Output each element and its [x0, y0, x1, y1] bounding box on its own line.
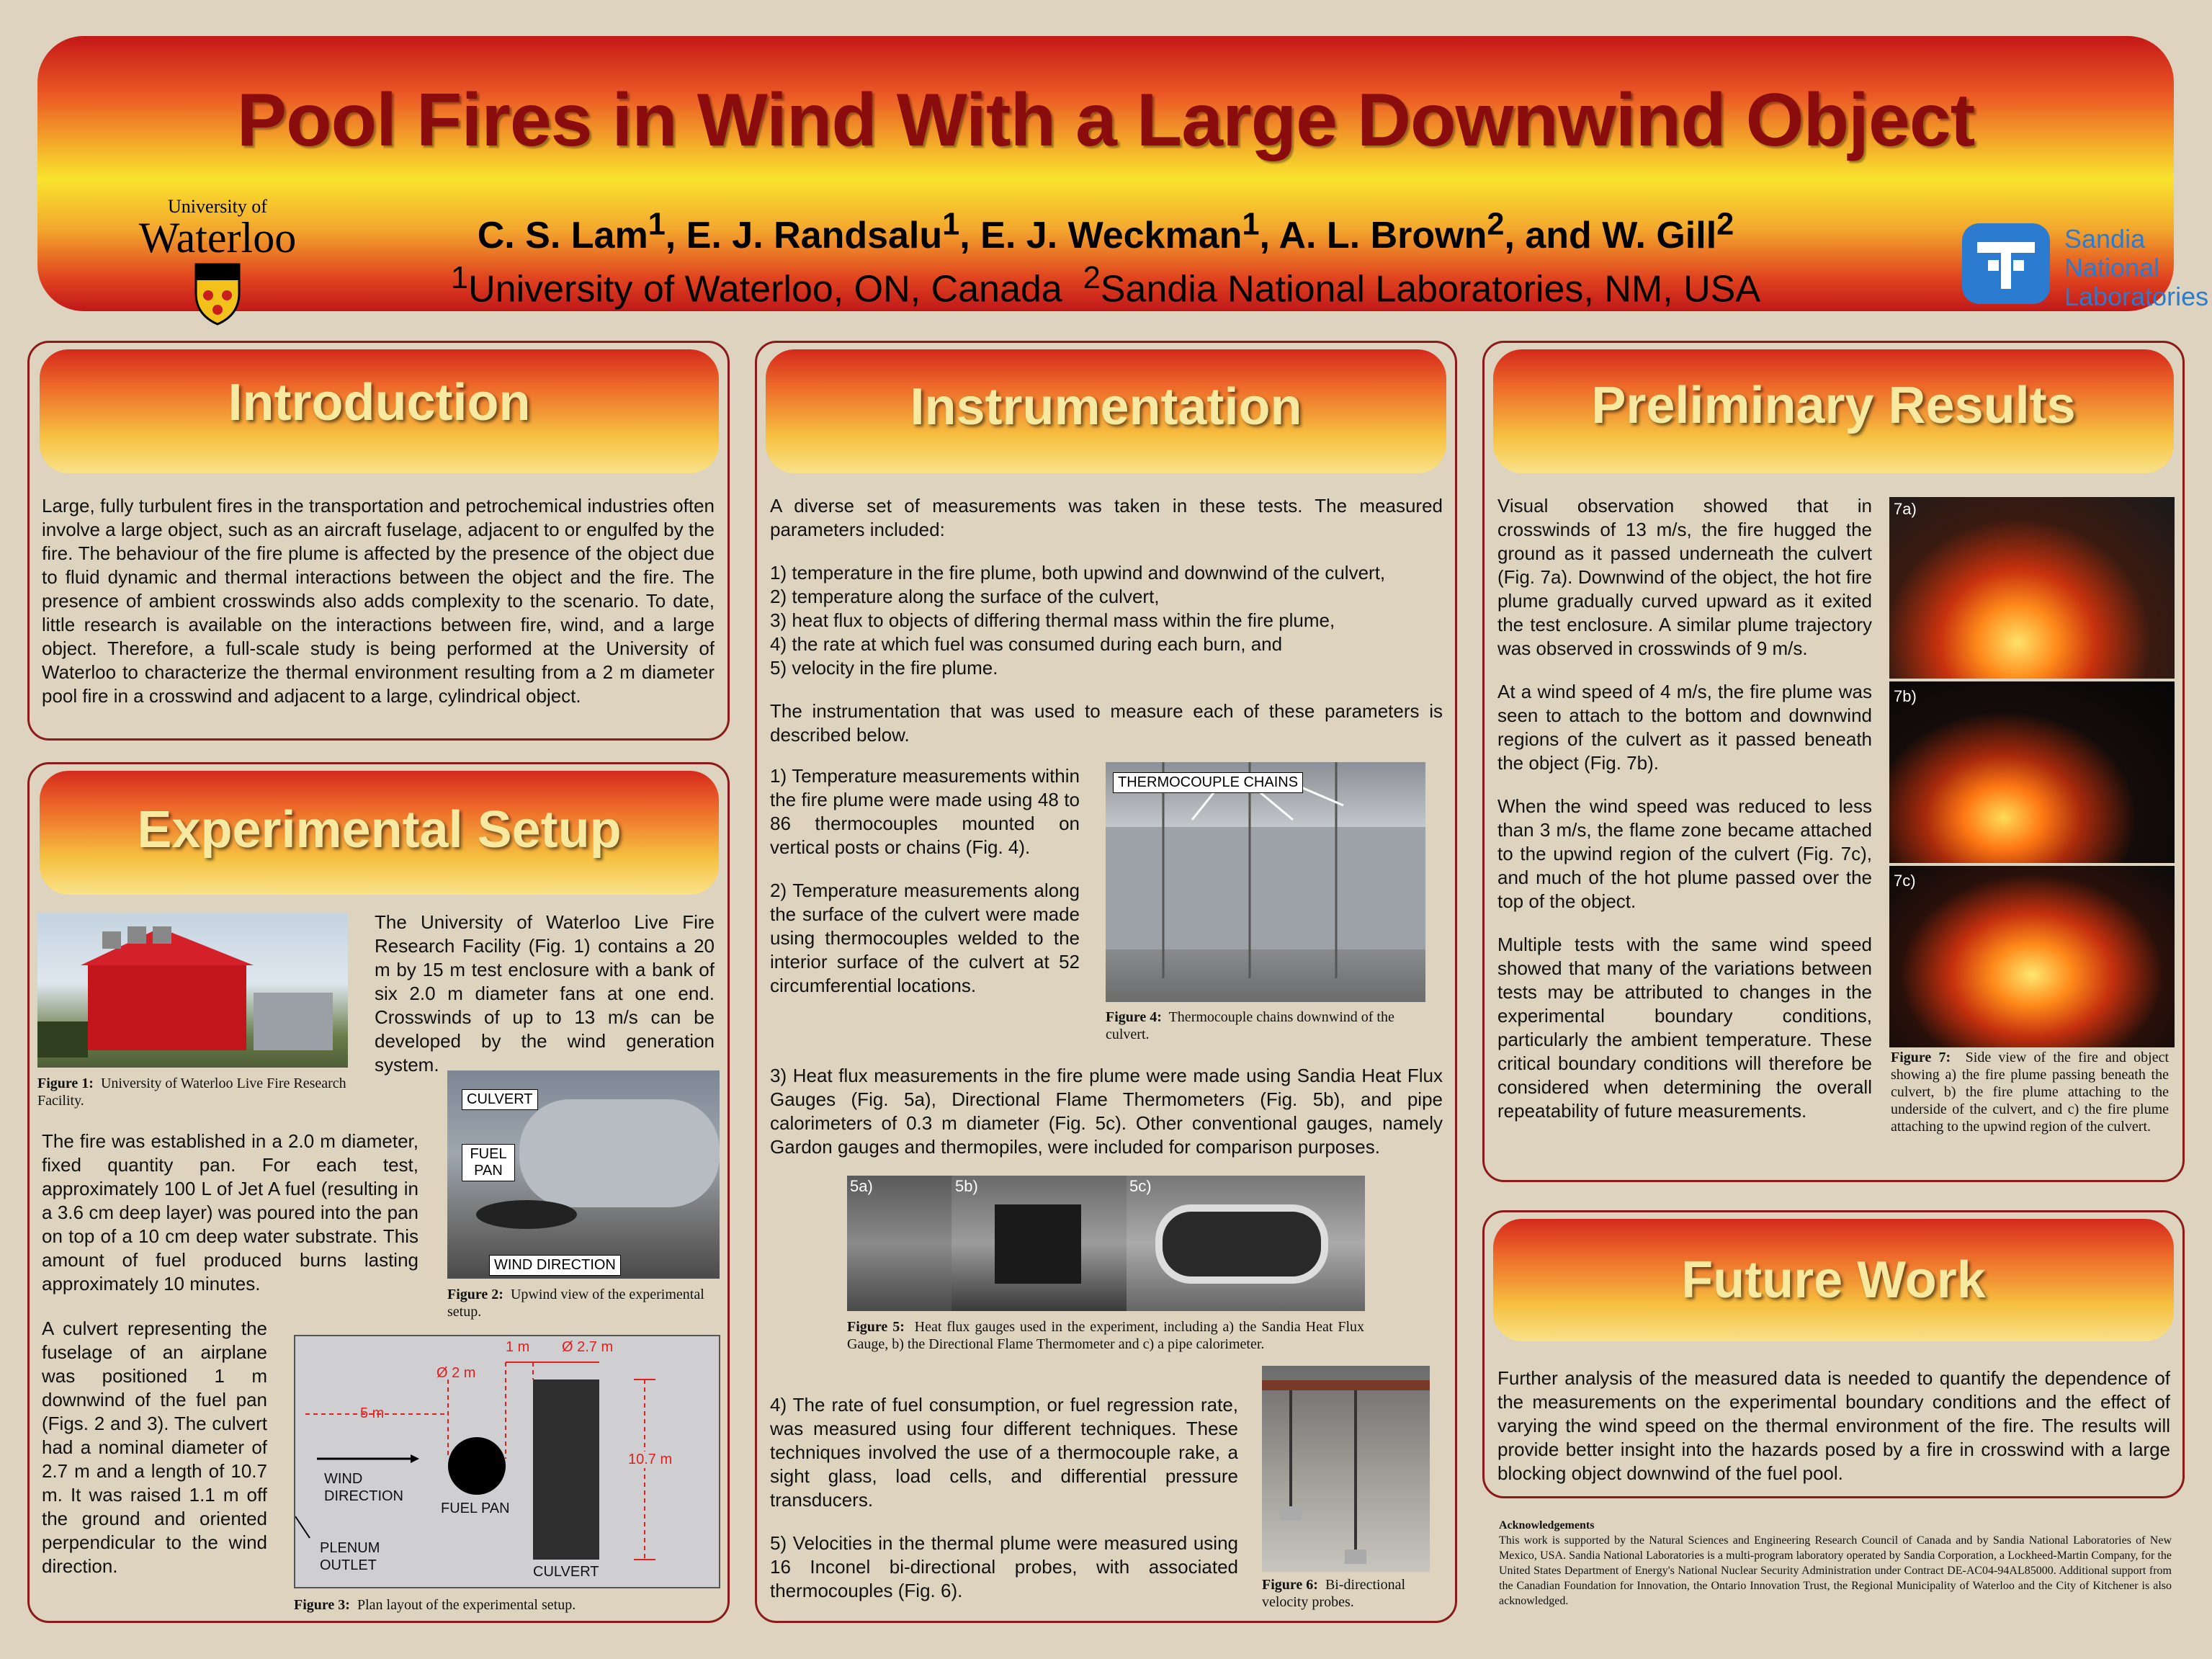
fig1-caption: Figure 1: University of Waterloo Live Fire Research Facility.: [37, 1076, 346, 1109]
author: E. J. Randsalu$^1$,: [686, 207, 981, 257]
fig3-dim-5m: 5 m: [360, 1405, 385, 1421]
list-item: 5) velocity in the fire plume.: [770, 657, 998, 679]
author: E. J. Weckman$^1$,: [980, 207, 1279, 257]
setup-heading: Experimental Setup: [40, 771, 719, 895]
list-item: 4) the rate at which fuel was consumed during each burn, and: [770, 633, 1283, 655]
fig3-label-plenum: PLENUM OUTLET: [320, 1540, 380, 1573]
instr-measure-4-5: 4) The rate of fuel consumption, or fuel regression rate, was measured using four different techniques. These techniques involved the use of a thermocouple rake, a sight glass, load cells, and differential pressure transducers. 5) Velocities in the thermal plume were measured using 16 Inconel bi-directional probes, with associated thermocouples (Fig. 6).: [770, 1394, 1238, 1601]
fig2-label-fuel-pan: FUEL PAN: [462, 1144, 515, 1181]
sandia-logo: Sandia National Laboratories: [1959, 220, 2190, 314]
fig6-caption: Figure 6: Bi-directional velocity probes.: [1262, 1577, 1406, 1610]
future-text: Further analysis of the measured data is needed to quantify the dependence of the measurements on the experimental boundary conditions and the effect of varying the wind speed on the thermal environment of the fire. The results will provide better insight into the hazards posed by a fire in crosswind with a large blocking object downwind of the fuel pool.: [1497, 1367, 2170, 1484]
fig5-caption: Figure 5: Heat flux gauges used in the experiment, including a) the Sandia Heat Flux Gauge, b) the Directional Flame Thermometer and c) a pipe calorimeter.: [847, 1319, 1365, 1352]
affiliations: $^1$University of Waterloo, ON, Canada $^2$Sandia National Laboratories, NM, USA: [451, 261, 1760, 310]
list-item: 1) temperature in the fire plume, both upwind and downwind of the culvert,: [770, 562, 1386, 583]
fig3-fuel-pan-shape: [448, 1437, 506, 1495]
fig3-dim-2-7m: Ø 2.7 m: [562, 1339, 614, 1355]
results-heading: Preliminary Results: [1493, 349, 2174, 473]
instr-measure-3: 3) Heat flux measurements in the fire plume were made using Sandia Heat Flux Gauges (Fig. 5a), Directional Flame Thermometers (Fig. 5b), and pipe calorimeters of 0.3 m diameter (Fig. 5c). Other conventional gauges, namely Gardon gauges and thermopiles, were included for comparison purposes.: [770, 1065, 1443, 1158]
fig7-caption: Figure 7: Side view of the fire and object showing a) the fire plume passing beneath the culvert, b) the fire plume attaching to the underside of the culvert, and c) the fire plume attaching to the upwind region of the culvert.: [1891, 1050, 2170, 1135]
list-item: 3) heat flux to objects of differing thermal mass within the fire plume,: [770, 609, 1335, 631]
fig3-dim-10-7m: 10.7 m: [628, 1452, 673, 1467]
fig3-dim-2m: Ø 2 m: [436, 1365, 476, 1381]
fig3-caption: Figure 3: Plan layout of the experimental setup.: [294, 1597, 576, 1613]
fig7c-photo: 7c): [1889, 866, 2175, 1047]
fig2-upwind-photo: [447, 1070, 720, 1279]
fig3-label-fuel-pan: FUEL PAN: [441, 1501, 510, 1516]
uw-logo: University of Waterloo: [124, 196, 311, 326]
author: W. Gill$^2$: [1602, 207, 1734, 257]
fig3-culvert-shape: [533, 1379, 599, 1560]
parameter-list: [770, 561, 1443, 680]
fig1-facility-photo: [37, 913, 348, 1068]
fig3-plan-layout: [294, 1335, 720, 1588]
instr-measure-1-2: 1) Temperature measurements within the fire plume were made using 48 to 86 thermocouples mounted on vertical posts or chains (Fig. 4). 2) Temperature measurements along the surface of the culvert were made using thermocouples welded to the interior surface of the culvert at 52 circumferential locations.: [770, 765, 1080, 996]
author: A. L. Brown$^2$, and: [1279, 207, 1603, 257]
fig5-heat-flux-photos: [847, 1176, 1365, 1311]
fig7a-photo: 7a): [1889, 497, 2175, 679]
ack-heading: Acknowledgements: [1499, 1519, 1595, 1531]
list-item: 2) temperature along the surface of the culvert,: [770, 586, 1160, 607]
instr-intro: A diverse set of measurements was taken in these tests. The measured parameters included: 1) temperature in the fire plume, both upwind and downwind of the culvert, 2) temperature along the surface of the culvert, 3) heat flux to objects of differing thermal mass within the fire plume, 4) the rate at which fuel was consumed during each burn, and 5) velocity in the fire plume. The instrumentation that was used to measure each of these parameters is described below.: [770, 495, 1443, 746]
future-heading: Future Work: [1493, 1219, 2174, 1341]
setup-paragraph-3: A culvert representing the fuselage of an airplane was positioned 1 m downwind of the fuel pan (Figs. 2 and 3). The culvert had a nominal diameter of 2.7 m and a length of 10.7 m. It was raised 1.1 m off the ground and oriented perpendicular to the wind direction.: [42, 1318, 267, 1577]
introduction-text: Large, fully turbulent fires in the transportation and petrochemical industries often involve a large object, such as an aircraft fuselage, adjacent to or engulfed by the fire. The behaviour of the fire plume is affected by the presence of the object due to fluid dynamic and thermal interactions between the object and the fire. The presence of ambient crosswinds also adds complexity to the scenario. To date, little research is available on the interactions between fire, wind, and a large object. Therefore, a full-scale study is being performed at the University of Waterloo to characterize the thermal environment resulting from a 2 m diameter pool fire in a crosswind and adjacent to a large, cylindrical object.: [42, 495, 715, 707]
fig5a-label: 5a): [850, 1177, 873, 1195]
author: C. S. Lam$^1$,: [477, 207, 686, 257]
setup-paragraph-2: The fire was established in a 2.0 m diameter, fixed quantity pan. For each test, approximately 100 L of Jet A fuel (resulting in a 3.6 cm deep layer) was poured into the pan on top of a 10 cm deep water substrate. This amount of fuel produced burns lasting approximately 10 minutes.: [42, 1130, 418, 1294]
acknowledgements: [1499, 1518, 2172, 1609]
results-text: Visual observation showed that in crosswinds of 13 m/s, the fire hugged the ground as it passed underneath the culvert (Fig. 7a). Downwind of the object, the hot fire plume gradually curved upward as it exited the test enclosure. A similar plume trajectory was observed in crosswinds of 9 m/s. At a wind speed of 4 m/s, the fire plume was seen to attach to the bottom and downwind regions of the culvert as it passed beneath the object (Fig. 7b). When the wind speed was reduced to less than 3 m/s, the flame zone became attached to the upwind region of the culvert (Fig. 7c), and much of the hot plume passed over the top of the object. Multiple tests with the same wind speed showed that many of the variations between tests may be attributed to changes in the experimental boundary conditions, particularly the ambient temperature. These critical boundary conditions will therefore be considered when determining the overall repeatability of future measurements.: [1497, 495, 1872, 1122]
author-list: [37, 207, 2174, 257]
uw-shield-icon: [192, 261, 243, 326]
fig4-caption: Figure 4: Thermocouple chains downwind of the culvert.: [1106, 1009, 1394, 1042]
fig5c-label: 5c): [1129, 1177, 1152, 1195]
poster-header: [37, 36, 2209, 311]
fig2-label-culvert: CULVERT: [462, 1089, 538, 1110]
ack-text: This work is supported by the Natural Sciences and Engineering Research Council of Canada and by Sandia National Laboratories of New Mexico, USA. Sandia National Laboratories is a multi-program laboratory operated by Sandia Corporation, a Lockheed-Martin Company, for the United States Department of Energy's National Nuclear Security Administration under Contract DE-AC04-94AL85000. Additional support from the Canadian Foundation for Innovation, the Ontario Innovation Trust, the Regional Municipality of Waterloo and the City of Kitchener is also acknowledged.: [1499, 1534, 2172, 1607]
fig3-label-wind: WIND DIRECTION: [324, 1471, 403, 1504]
fig5b-label: 5b): [955, 1177, 978, 1195]
fig2-caption: Figure 2: Upwind view of the experimental setup.: [447, 1287, 704, 1320]
introduction-heading: Introduction: [40, 349, 719, 473]
fig5b-photo: [951, 1176, 1127, 1311]
instrumentation-heading: Instrumentation: [766, 349, 1446, 473]
fig4-thermocouple-photo: [1106, 762, 1425, 1002]
poster-title: Pool Fires in Wind With a Large Downwind Object: [236, 79, 1975, 162]
fig7b-photo: 7b): [1889, 681, 2175, 863]
fig5a-photo: [847, 1176, 951, 1311]
fig5c-photo: [1127, 1176, 1365, 1311]
fig2-label-wind: WIND DIRECTION: [489, 1255, 621, 1276]
setup-paragraph-1: The University of Waterloo Live Fire Research Facility (Fig. 1) contains a 20 m by 15 m test enclosure with a bank of six 2.0 m diameter fans at one end. Crosswinds of up to 13 m/s can be developed by the wind generation system.: [375, 911, 715, 1076]
fig6-probe-photo: [1262, 1366, 1430, 1572]
fig3-label-culvert: CULVERT: [533, 1564, 599, 1580]
fig4-label: THERMOCOUPLE CHAINS: [1113, 772, 1303, 793]
fig3-dim-1m: 1 m: [506, 1339, 530, 1355]
sandia-thunderbird-icon: [1959, 220, 2053, 307]
